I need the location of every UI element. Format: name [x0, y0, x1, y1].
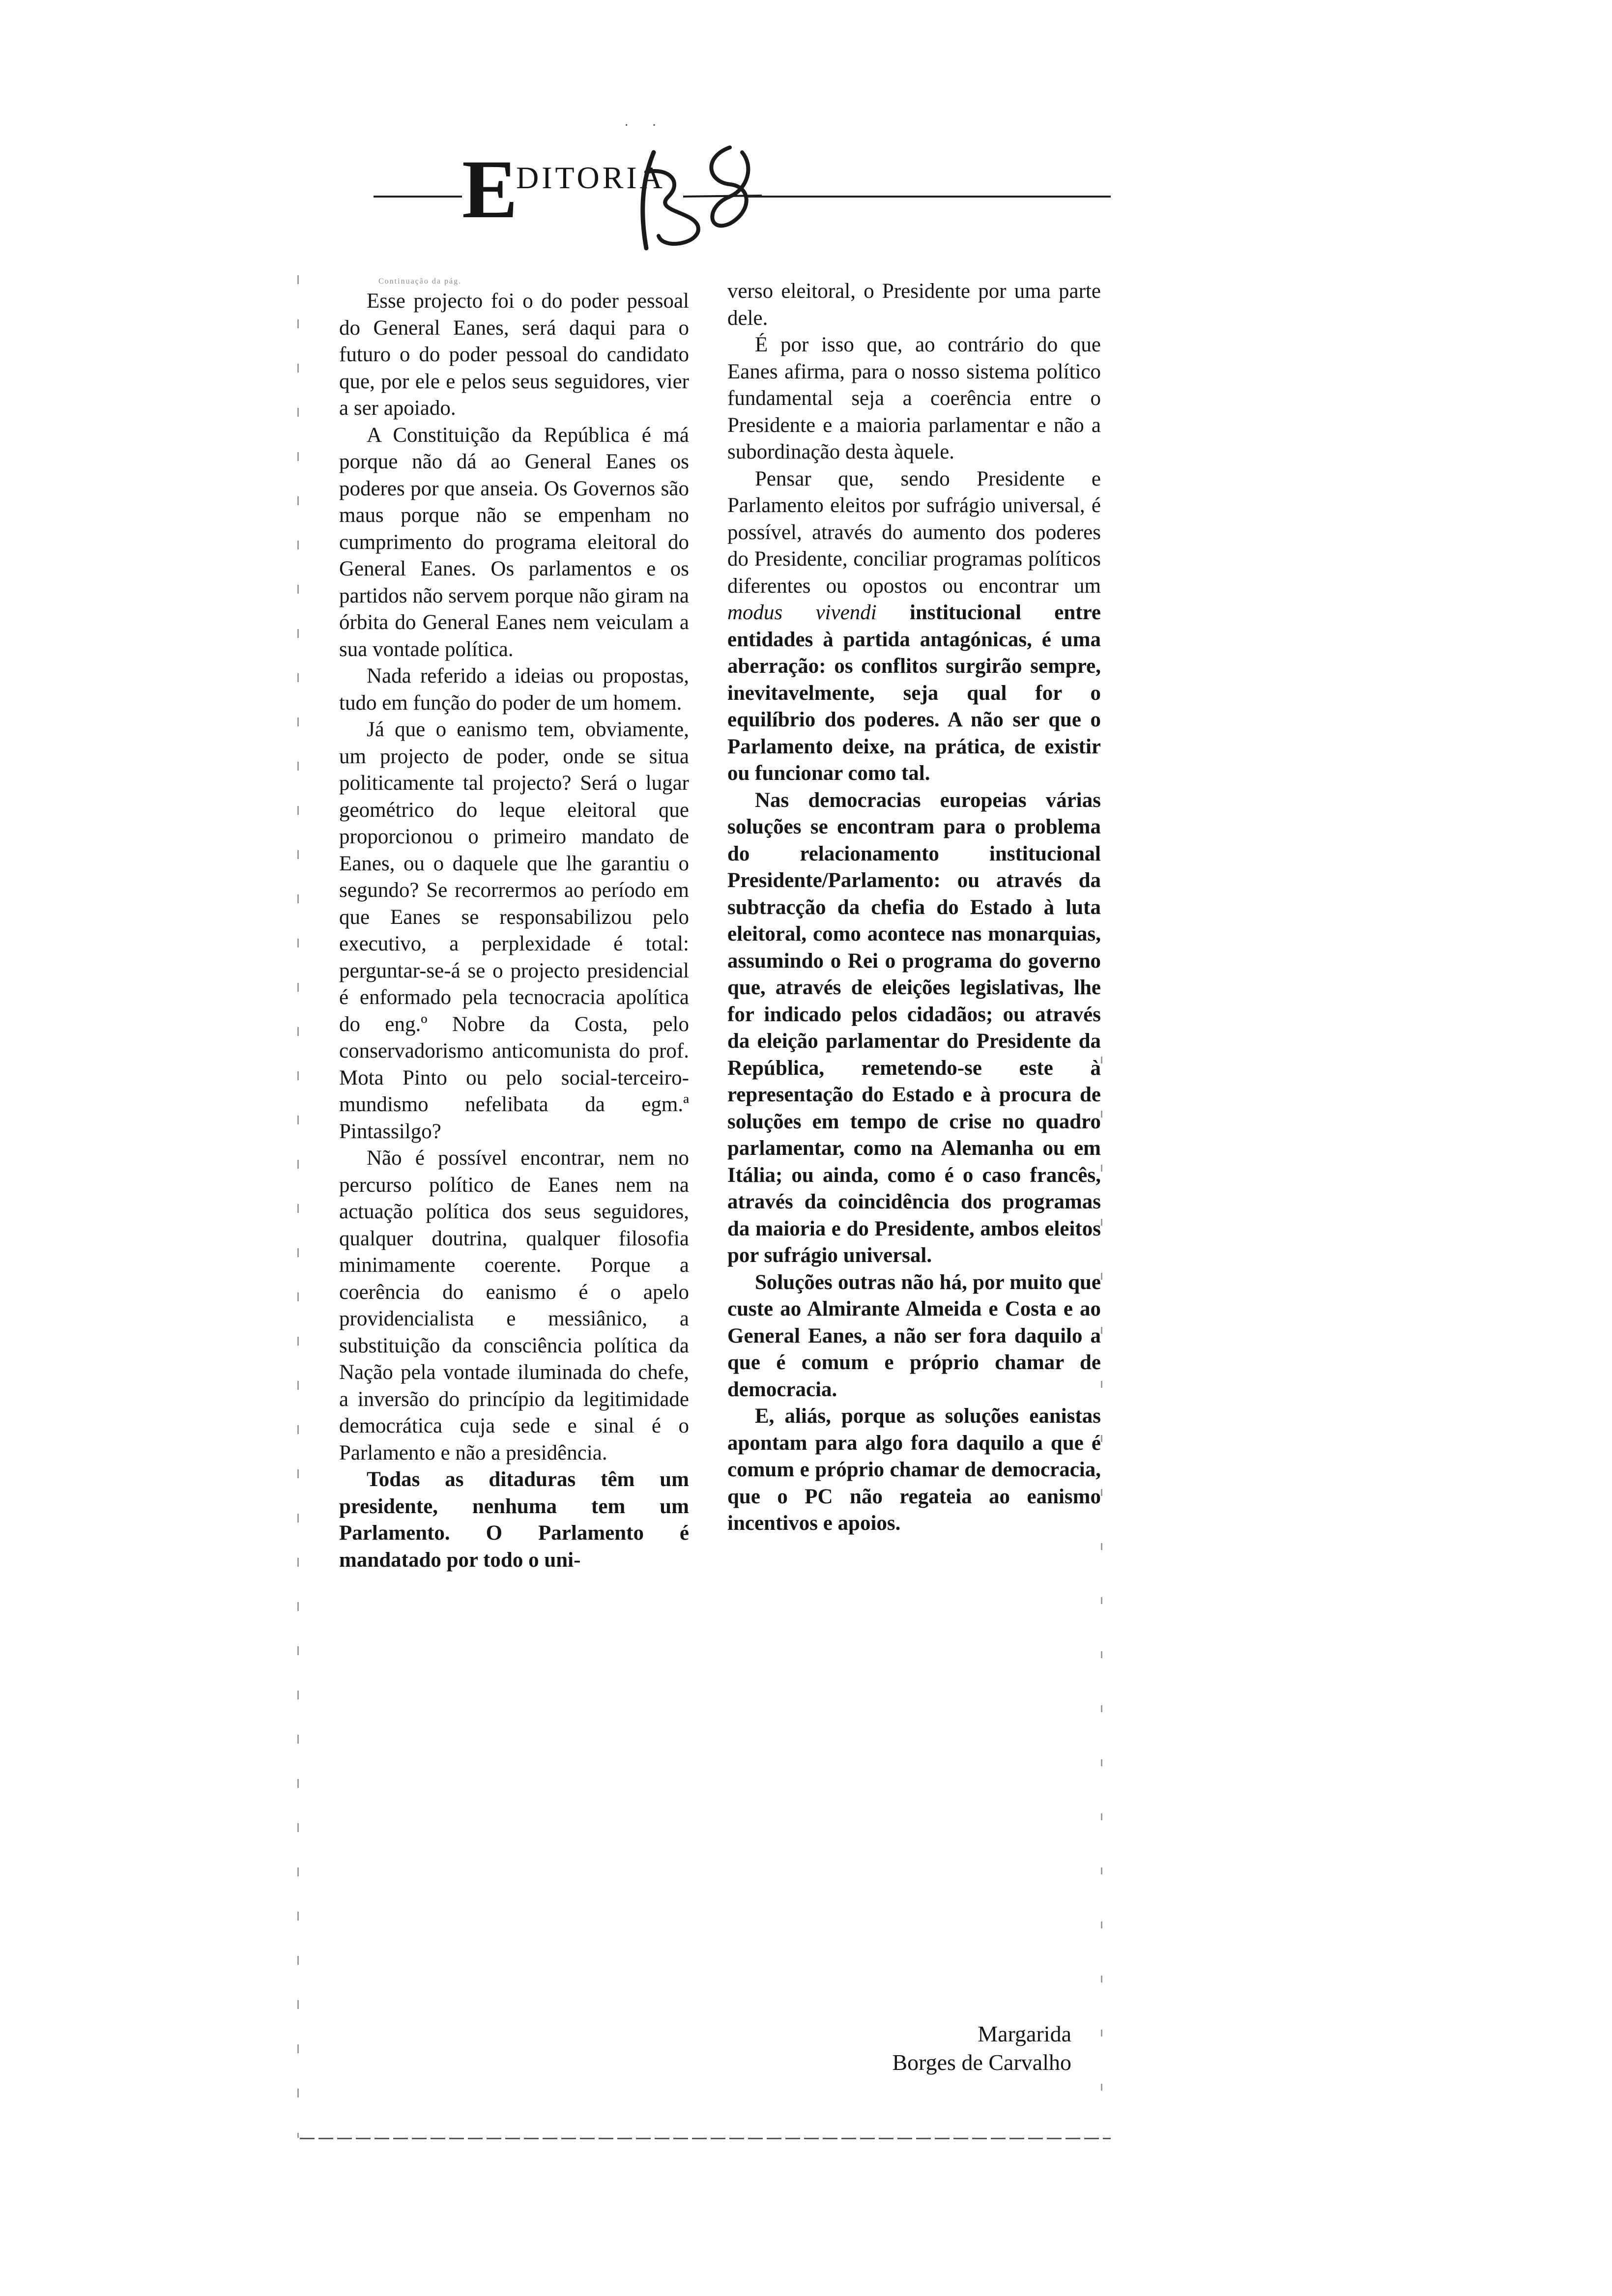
header-title-rest: DITORIA: [516, 160, 665, 195]
paragraph: Soluções outras não há, por muito que custe ao Almirante Almeida e Costa e ao General Eanes, a não ser fora daquilo a que é comum e próprio chamar de democracia.: [727, 1270, 1101, 1401]
paragraph: A Constituição da República é má porque não dá ao General Eanes os poderes por que anseia. Os Governos são maus porque não se empenham no cumprimento do programa eleitoral do General Eanes. Os parlamentos e os partidos não servem porque não giram na órbita do General Eanes nem veiculam a sua vontade política.: [339, 423, 689, 661]
paragraph: verso eleitoral, o Presidente por uma parte dele.: [727, 280, 1101, 330]
paragraph: [727, 466, 1101, 787]
header-rule-right: [747, 196, 1111, 198]
paragraph-text: institucional entre entidades à partida antagónicas, é uma aberração: os conflitos surgirão sempre, inevitavelmente, seja qual for o equilíbrio dos poderes. A não ser que o Parlamento deixe, na prática, de existir ou funcionar como tal.: [727, 601, 1101, 785]
paragraph: E, aliás, porque as soluções eanistas apontam para algo fora daquilo a que é comum e próprio chamar de democracia, que o PC não regateia ao eanismo incentivos e apoios.: [727, 1405, 1101, 1535]
author-first-name: Margarida: [978, 2021, 1071, 2046]
paragraph: Todas as ditaduras têm um presidente, nenhuma tem um Parlamento. O Parlamento é mandatado por todo o uni-: [339, 1468, 689, 1572]
paragraph: Esse projecto foi o do poder pessoal do General Eanes, será daqui para o futuro o do poder pessoal do candidato que, por ele e pelos seus seguidores, vier a ser apoiado.: [339, 289, 689, 420]
clipping-edge-left: [297, 275, 299, 2138]
paragraph: É por isso que, ao contrário do que Eanes afirma, para o nosso sistema político fundamental seja a coerência entre o Presidente e a maioria parlamentar e não a subordinação desta àquele.: [727, 333, 1101, 463]
paragraph: Já que o eanismo tem, obviamente, um projecto de poder, onde se situa politicamente tal projecto? Será o lugar geométrico do leque eleitoral que proporcionou o primeiro mandato de Eanes, ou o daquele que lhe garantiu o segundo? Se recorrermos ao período em que Eanes se responsabilizou pelo executivo, a perplexidade é total: perguntar-se-á se o projecto presidencial é enformado pela tecnocracia apolítica do eng.º Nobre da Costa, pelo conservadorismo anticomunista do prof. Mota Pinto ou pelo social-terceiro-mundismo nefelibata da egm.ª Pintassilgo?: [339, 718, 689, 1143]
continued-note: Continuação da pág.: [378, 277, 462, 286]
paragraph-text: Pensar que, sendo Presidente e Parlamento eleitos por sufrágio universal, é possível, através do aumento dos poderes do Presidente, conciliar programas políticos diferentes ou opostos ou encontrar um: [727, 467, 1101, 598]
paragraph: Nada referido a ideias ou propostas, tudo em função do poder de um homem.: [339, 664, 689, 715]
clipping-edge-right: [1101, 1057, 1102, 2138]
handwritten-mark: [624, 138, 762, 256]
article-left-column: [339, 275, 689, 1574]
scan-specks: · ·: [624, 118, 666, 133]
header-initial-letter: E: [462, 143, 517, 235]
author-signature: [727, 2020, 1071, 2077]
paragraph: Nas democracias europeias várias soluções se encontram para o problema do relacionamento institucional Presidente/Parlamento: ou através da subtracção da chefia do Estado à luta eleitoral, como acontece nas monarquias, assumindo o Rei o programa do governo que, através de eleições legislativas, lhe for indicado pelos cidadãos; ou através da eleição parlamentar do Presidente da República, remetendo-se este à representação do Estado e à procura de soluções em tempo de crise no quadro parlamentar, como na Alemanha ou em Itália; ou ainda, como é o caso francês, através da coincidência dos programas da maioria e do Presidente, ambos eleitos por sufrágio universal.: [727, 788, 1101, 1267]
editorial-header: [374, 138, 1111, 256]
paragraph: Não é possível encontrar, nem no percurso político de Eanes nem na actuação política dos seus seguidores, qualquer doutrina, qualquer filosofia minimamente coerente. Porque a coerência do eanismo é o apelo providencialista e messiânico, a substituição da consciência política da Nação pela vontade iluminada do chefe, a inversão do princípio da legitimidade democrática cuja sede e sinal é o Parlamento e não a presidência.: [339, 1147, 689, 1464]
latin-phrase: modus vivendi: [727, 601, 877, 624]
author-last-name: Borges de Carvalho: [892, 2050, 1071, 2075]
clipping-edge-bottom: [300, 2138, 1111, 2139]
header-rule-left: [374, 196, 462, 198]
article-right-column: [727, 278, 1101, 1537]
